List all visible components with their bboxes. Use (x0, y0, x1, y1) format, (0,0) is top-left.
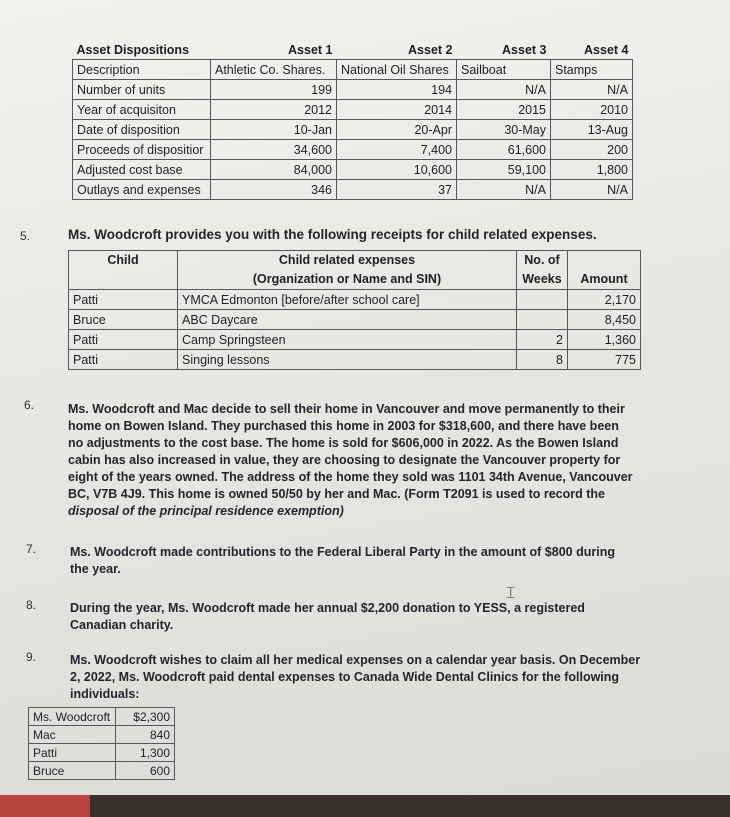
header-weeks-line1: No. of (524, 253, 560, 267)
table-row (69, 350, 641, 370)
item-number: 9. (26, 650, 37, 664)
item5-text: Ms. Woodcroft provides you with the following receipts for child related expenses. (68, 227, 597, 242)
cell: 84,000 (211, 160, 337, 180)
cell-weeks: 2 (517, 330, 568, 350)
cell: 2015 (457, 100, 551, 120)
item6-text (68, 401, 708, 520)
row-label: Outlays and expenses (73, 180, 211, 200)
cell-child: Bruce (69, 310, 178, 330)
table-row (29, 726, 175, 744)
item-number: 8. (26, 598, 37, 612)
cell: 2010 (551, 100, 633, 120)
cell: 194 (337, 80, 457, 100)
header-cell: Asset Dispositions (76, 42, 190, 57)
header-weeks (517, 251, 568, 290)
item8-text (70, 600, 585, 634)
table-row (69, 330, 641, 350)
line: During the year, Ms. Woodcroft made her annual $2,200 donation to YESS, a registered (70, 601, 585, 615)
line: home on Bowen Island. They purchased this home in 2003 for $318,600, and there have been (68, 419, 619, 433)
cell: N/A (551, 180, 633, 200)
header-amount: Amount (568, 251, 641, 290)
cell: 37 (337, 180, 457, 200)
cell-name: Bruce (29, 762, 116, 780)
header-cell: Asset 3 (502, 42, 547, 57)
line: 2, 2022, Ms. Woodcroft paid dental expenses to Canada Wide Dental Clinics for the following (70, 670, 620, 684)
cell-name: Patti (29, 744, 116, 762)
cell: 10,600 (337, 160, 457, 180)
cell-amount: $2,300 (116, 708, 175, 726)
cell: Athletic Co. Shares. (211, 60, 337, 80)
cell: 30-May (457, 120, 551, 140)
cell: Stamps (551, 60, 633, 80)
item7-text (70, 544, 615, 578)
table-row (73, 180, 633, 200)
cell: 20-Apr (337, 120, 457, 140)
header-cell: Asset 4 (584, 42, 629, 57)
cell-expense: Singing lessons (178, 350, 517, 370)
cell: 34,600 (211, 140, 337, 160)
line: Ms. Woodcroft and Mac decide to sell their home in Vancouver and move permanently to their (68, 402, 625, 416)
item-number: 5. (20, 229, 31, 243)
line: individuals: (70, 687, 140, 701)
cell-weeks (517, 290, 568, 310)
header-child: Child (69, 251, 178, 290)
row-label: Adjusted cost base (73, 160, 211, 180)
cell-amount: 775 (568, 350, 641, 370)
asset-dispositions-table (72, 40, 633, 200)
cell-child: Patti (69, 290, 178, 310)
cell: N/A (551, 80, 633, 100)
table-row (69, 310, 641, 330)
cell: 59,100 (457, 160, 551, 180)
cell-expense: Camp Springsteen (178, 330, 517, 350)
row-label: Proceeds of dispositior (73, 140, 211, 160)
table-row (73, 120, 633, 140)
cell-child: Patti (69, 330, 178, 350)
header-weeks-line2: Weeks (522, 272, 562, 286)
line: BC, V7B 4J9. This home is owned 50/50 by her and Mac. (Form T2091 is used to record the (68, 487, 605, 501)
medical-expenses-table (28, 707, 175, 780)
cell-amount: 1,300 (116, 744, 175, 762)
row-label: Year of acquisiton (73, 100, 211, 120)
screen-bezel (0, 795, 730, 817)
cell: N/A (457, 180, 551, 200)
table-row (69, 290, 641, 310)
header-cell: Asset 1 (288, 42, 333, 57)
text-cursor-icon: ⌶ (506, 585, 516, 602)
table-row (29, 744, 175, 762)
cell: 200 (551, 140, 633, 160)
line: no adjustments to the cost base. The home is sold for $606,000 in 2022. As the Bowen Island (68, 436, 619, 450)
row-label: Number of units (73, 80, 211, 100)
cell: 61,600 (457, 140, 551, 160)
cell-amount: 1,360 (568, 330, 641, 350)
cell: National Oil Shares (337, 60, 457, 80)
table-row (73, 160, 633, 180)
table-row (29, 708, 175, 726)
header-cell: Asset 2 (408, 42, 453, 57)
line: the year. (70, 562, 121, 576)
cell-weeks (517, 310, 568, 330)
item9-text (70, 652, 710, 703)
header-expenses-line2: (Organization or Name and SIN) (252, 272, 442, 286)
cell: 10-Jan (211, 120, 337, 140)
line: Ms. Woodcroft wishes to claim all her medical expenses on a calendar year basis. On December (70, 653, 641, 667)
row-label: Description (73, 60, 211, 80)
line: Ms. Woodcroft made contributions to the Federal Liberal Party in the amount of $800 during (70, 545, 615, 559)
cell-name: Ms. Woodcroft (29, 708, 116, 726)
cell-amount: 840 (116, 726, 175, 744)
cell-expense: YMCA Edmonton [before/after school care] (178, 290, 517, 310)
cell-expense: ABC Daycare (178, 310, 517, 330)
cell-weeks: 8 (517, 350, 568, 370)
child-expenses-table (68, 250, 641, 370)
cell: Sailboat (457, 60, 551, 80)
header-expenses (178, 251, 517, 290)
cell-child: Patti (69, 350, 178, 370)
cell: 13-Aug (551, 120, 633, 140)
cell: 2012 (211, 100, 337, 120)
cell: N/A (457, 80, 551, 100)
line: Canadian charity. (70, 618, 174, 632)
line: disposal of the principal residence exemption) (68, 504, 344, 518)
cell-amount: 2,170 (568, 290, 641, 310)
cell: 199 (211, 80, 337, 100)
bezel-glow (0, 795, 90, 817)
table-row (73, 60, 633, 80)
header-expenses-line1: Child related expenses (278, 253, 416, 267)
table-row (73, 100, 633, 120)
table-row (73, 80, 633, 100)
table-row (29, 762, 175, 780)
cell: 1,800 (551, 160, 633, 180)
cell-amount: 600 (116, 762, 175, 780)
table-header-row (69, 251, 641, 290)
row-label: Date of disposition (73, 120, 211, 140)
cell: 2014 (337, 100, 457, 120)
line: eight of the years owned. The address of the home they sold was 1101 34th Avenue, Vancouver (68, 470, 633, 484)
item-number: 6. (24, 398, 35, 412)
cell: 346 (211, 180, 337, 200)
item-number: 7. (26, 542, 37, 556)
cell: 7,400 (337, 140, 457, 160)
line: cabin has also increased in value, they are choosing to designate the Vancouver property for (68, 453, 621, 467)
cell-amount: 8,450 (568, 310, 641, 330)
asset-table-header (73, 40, 633, 60)
cell-name: Mac (29, 726, 116, 744)
table-row (73, 140, 633, 160)
